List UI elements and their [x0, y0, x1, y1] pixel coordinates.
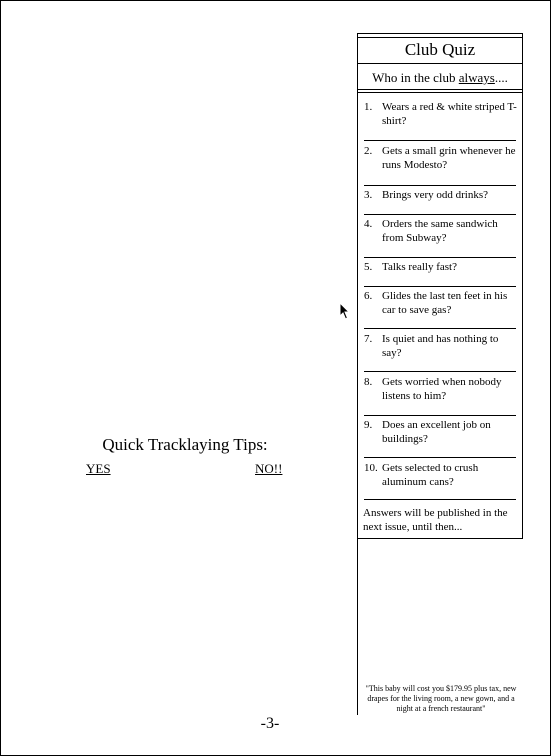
quiz-item-text: Glides the last ten feet in his car to save gas? [382, 290, 508, 316]
mouse-pointer-icon [339, 302, 351, 320]
quiz-footer: Answers will be published in the next issue, until then... [363, 507, 508, 533]
answer-line [364, 415, 516, 416]
quiz-item-number: 1. [364, 101, 373, 113]
quiz-item [364, 418, 519, 446]
quiz-item-number: 7. [364, 333, 373, 345]
quiz-item-text: Gets worried when nobody listens to him? [382, 376, 502, 402]
quiz-item-number: 9. [364, 419, 373, 431]
quiz-item-number: 6. [364, 290, 373, 302]
answer-line [364, 257, 516, 258]
quiz-item [364, 289, 519, 317]
tips-title: Quick Tracklaying Tips: [102, 435, 268, 454]
answer-line [364, 328, 516, 329]
tips-yes-heading: YES [86, 461, 111, 476]
subtitle-rule [358, 92, 522, 93]
quiz-subtitle-emphasis: always [458, 70, 495, 85]
quiz-item-text: Brings very odd drinks? [382, 189, 489, 201]
quiz-item-number: 8. [364, 376, 373, 388]
quiz-item [364, 217, 519, 245]
answer-line [364, 214, 516, 215]
answer-line [364, 140, 516, 141]
quiz-item [364, 260, 519, 274]
quiz-item [364, 375, 519, 403]
quiz-item-number: 10. [364, 462, 378, 474]
quiz-item [364, 332, 519, 360]
quiz-item-text: Gets selected to crush aluminum cans? [382, 462, 479, 488]
quiz-title: Club Quiz [358, 37, 522, 64]
quiz-item [364, 144, 519, 172]
quiz-item-text: Is quiet and has nothing to say? [382, 333, 499, 359]
quiz-subtitle-suffix: .... [494, 70, 508, 85]
quiz-item-text: Does an excellent job on buildings? [382, 419, 491, 445]
tips-no-heading: NO!! [255, 461, 283, 476]
quiz-subtitle [358, 67, 522, 90]
quiz-item-number: 5. [364, 261, 373, 273]
club-quiz-box [357, 33, 523, 539]
answer-line [364, 457, 516, 458]
quiz-item-text: Orders the same sandwich from Subway? [382, 218, 498, 244]
quiz-item [364, 100, 519, 128]
answer-line [364, 499, 516, 500]
quiz-item [364, 188, 519, 202]
quiz-item [364, 461, 519, 489]
column-divider [357, 537, 358, 715]
page-number: -3- [260, 715, 280, 732]
quiz-item-text: Wears a red & white striped T-shirt? [382, 101, 517, 127]
answer-line [364, 286, 516, 287]
quiz-item-text: Gets a small grin whenever he runs Modesto? [382, 145, 516, 171]
answer-line [364, 371, 516, 372]
quiz-item-number: 2. [364, 145, 373, 157]
quiz-subtitle-prefix: Who in the club [372, 70, 459, 85]
quiz-item-text: Talks really fast? [382, 261, 457, 273]
quiz-item-number: 3. [364, 189, 373, 201]
answer-line [364, 185, 516, 186]
quiz-item-number: 4. [364, 218, 373, 230]
photo-caption: "This baby will cost you $179.95 plus tax, new drapes for the living room, a new gown, and a night at a french restaurant" [365, 684, 517, 713]
